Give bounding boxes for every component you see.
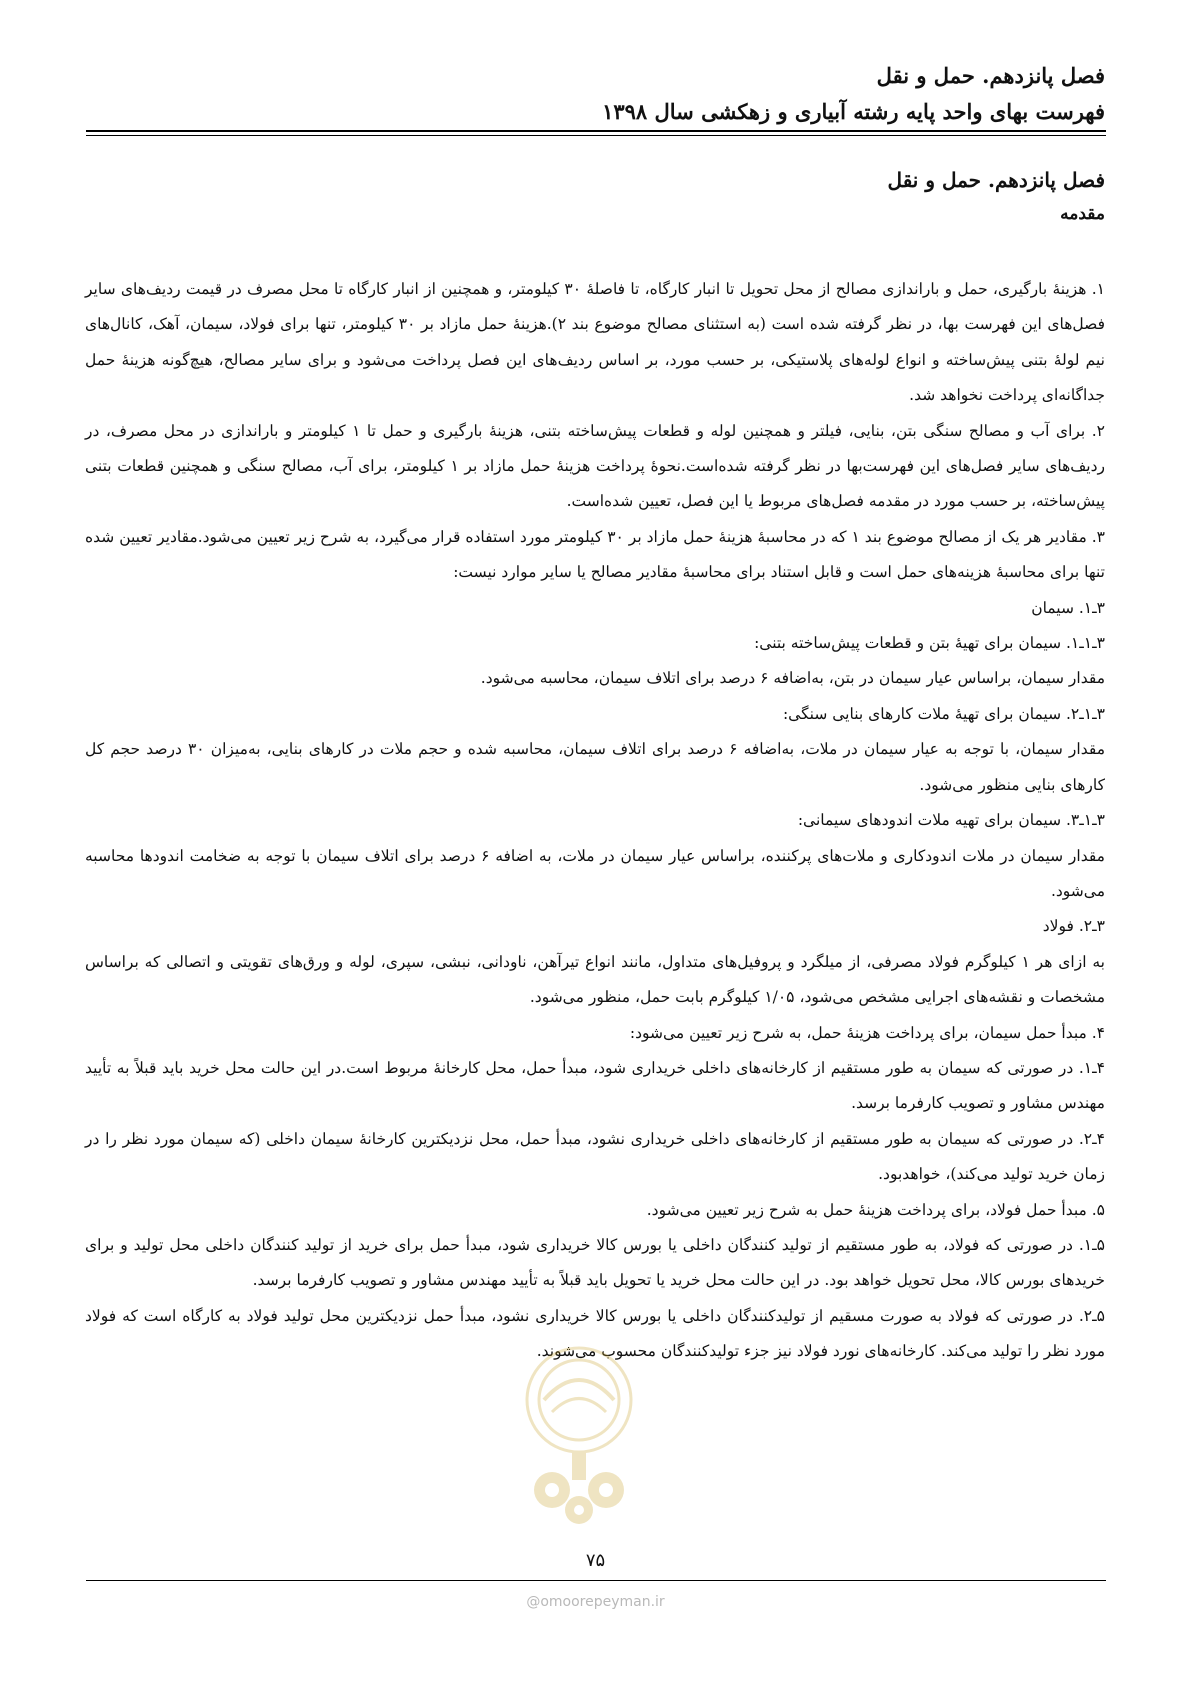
paragraph-5-2: ۵ـ۲. در صورتی که فولاد به صورت مسقیم از تولیدکنندگان داخلی یا بورس کالا خریداری نشود، مبدأ حمل نزدیکترین محل تولید فولاد به کارگاه است که فولاد مورد نظر را تولید می‌کند. کارخانه‌های نورد فولاد نیز جزء تولیدکنندگان محسوب می‌شوند. [85,1306,1105,1361]
paragraph-3-2-text: به ازای هر ۱ کیلوگرم فولاد مصرفی، از میلگرد و پروفیل‌های متداول، مانند انواع تیرآهن، ناودانی، نبشی، سپری، لوله و ورق‌های تقویتی و اتصالی که براساس مشخصات و نقشه‌های اجرایی مشخص می‌شود، ۱/۰۵ کیلوگرم بابت حمل، منظور می‌شود. [85,952,1105,1007]
section-subtitle: مقدمه [1060,204,1105,224]
paragraph-3: ۳. مقادیر هر یک از مصالح موضوع بند ۱ که در محاسبهٔ هزینهٔ حمل مازاد بر ۳۰ کیلومتر مورد استفاده قرار می‌گیرد، به شرح زیر تعیین می‌شود.مقادیر تعیین شده تنها برای محاسبهٔ هزینه‌های حمل است و قابل استناد برای محاسبهٔ مقادیر مصالح یا سایر موارد نیست: [85,527,1105,582]
body-text [85,272,1105,1370]
running-header-chapter: فصل پانزدهم. حمل و نقل [876,63,1105,88]
paragraph-1: ۱. هزینهٔ بارگیری، حمل و باراندازی مصالح از محل تحویل تا انبار کارگاه، تا فاصلهٔ ۳۰ کیلومتر، و همچنین از انبار کارگاه تا محل مصرف در قیمت ردیف‌های سایر فصل‌های این فهرست بها، در نظر گرفته شده است (به استثنای مصالح موضوع بند ۲).هزینهٔ حمل مازاد بر ۳۰ کیلومتر، تنها برای فولاد، سیمان، آهک، کانال‌های نیم لولهٔ بتنی پیش‌ساخته و انواع لوله‌های پلاستیکی، بر حسب مورد، بر اساس ردیف‌های این فصل پرداخت می‌شود و برای سایر مصالح، هیچ‌گونه هزینهٔ حمل جداگانه‌ای پرداخت نخواهد شد. [85,280,1105,405]
paragraph-4-1: ۴ـ۱. در صورتی که سیمان به طور مستقیم از کارخانه‌های داخلی خریداری شود، مبدأ حمل، محل کارخانهٔ مربوط است.در این حالت محل خرید باید قبلاً به تأیید مهندس مشاور و تصویب کارفرما برسد. [85,1058,1105,1113]
running-header-book-title: فهرست بهای واحد پایه رشته آبیاری و زهکشی سال ۱۳۹۸ [602,99,1105,124]
paragraph-3-1-1-text: مقدار سیمان، براساس عیار سیمان در بتن، به‌اضافه ۶ درصد برای اتلاف سیمان، محاسبه می‌شود. [480,669,1105,688]
paragraph-5: ۵. مبدأ حمل فولاد، برای پرداخت هزینهٔ حمل به شرح زیر تعیین می‌شود. [646,1200,1105,1219]
paragraph-3-1-2-text: مقدار سیمان، با توجه به عیار سیمان در ملات، به‌اضافه ۶ درصد برای اتلاف سیمان، محاسبه شده و حجم ملات در کارهای بنایی، به‌میزان ۳۰ درصد حجم کل کارهای بنایی منظور می‌شود. [85,740,1105,794]
paragraph-3-1-3: ۳ـ۱ـ۳. سیمان برای تهیه ملات اندودهای سیمانی: [797,811,1105,830]
paragraph-3-1-2: ۳ـ۱ـ۲. سیمان برای تهیهٔ ملات کارهای بنایی سنگی: [782,704,1105,723]
chapter-heading [85,162,1105,230]
chapter-title: فصل پانزدهم. حمل و نقل [887,168,1105,192]
paragraph-3-1-1: ۳ـ۱ـ۱. سیمان برای تهیهٔ بتن و قطعات پیش‌ساخته بتنی: [754,634,1105,653]
paragraph-4: ۴. مبدأ حمل سیمان، برای پرداخت هزینهٔ حمل، به شرح زیر تعیین می‌شود: [629,1023,1105,1042]
paragraph-3-1: ۳ـ۱. سیمان [1031,598,1105,617]
footer-divider [86,1580,1106,1581]
paragraph-3-1-3-text: مقدار سیمان در ملات اندودکاری و ملات‌های پرکننده، براساس عیار سیمان در ملات، به اضافه ۶ درصد برای اتلاف سیمان با توجه به ضخامت اندودها محاسبه می‌شود. [85,846,1105,900]
paragraph-4-2: ۴ـ۲. در صورتی که سیمان به طور مستقیم از کارخانه‌های داخلی خریداری نشود، مبدأ حمل، محل نزدیکترین کارخانهٔ سیمان داخلی (که سیمان مورد نظر را در زمان خرید تولید می‌کند)، خواهدبود. [85,1129,1105,1184]
page-number: ۷۵ [585,1550,606,1571]
paragraph-5-1: ۵ـ۱. در صورتی که فولاد، به طور مستقیم از تولید کنندگان داخلی یا بورس کالا خریداری شود، مبدأ حمل برای خرید از تولید کنندگان داخلی محل تولید و برای خریدهای بورس کالا، محل تحویل خواهد بود. در این حالت محل خرید یا تحویل باید قبلاً به تأیید مهندس مشاور و تصویب کارفرما برسد. [85,1235,1105,1290]
paragraph-3-2: ۳ـ۲. فولاد [1042,917,1105,936]
paragraph-2: ۲. برای آب و مصالح سنگی بتن، بنایی، فیلتر و همچنین لوله و قطعات پیش‌ساخته بتنی، هزینهٔ بارگیری و حمل تا ۱ کیلومتر و باراندازی در محل مصرف، در ردیف‌های سایر فصل‌های این فهرست‌بها در نظر گرفته شده‌است.نحوهٔ پرداخت هزینهٔ حمل مازاد بر ۱ کیلومتر، برای آب، مصالح سنگی و همچنین قطعات بتنی پیش‌ساخته، بر حسب مورد در مقدمه فصل‌های مربوط یا این فصل، تعیین شده‌است. [85,421,1105,511]
running-header [85,58,1105,130]
footer-website: @omoorepeyman.ir [526,1594,665,1610]
header-divider [86,130,1106,136]
watermark-seal-icon [504,1340,654,1530]
